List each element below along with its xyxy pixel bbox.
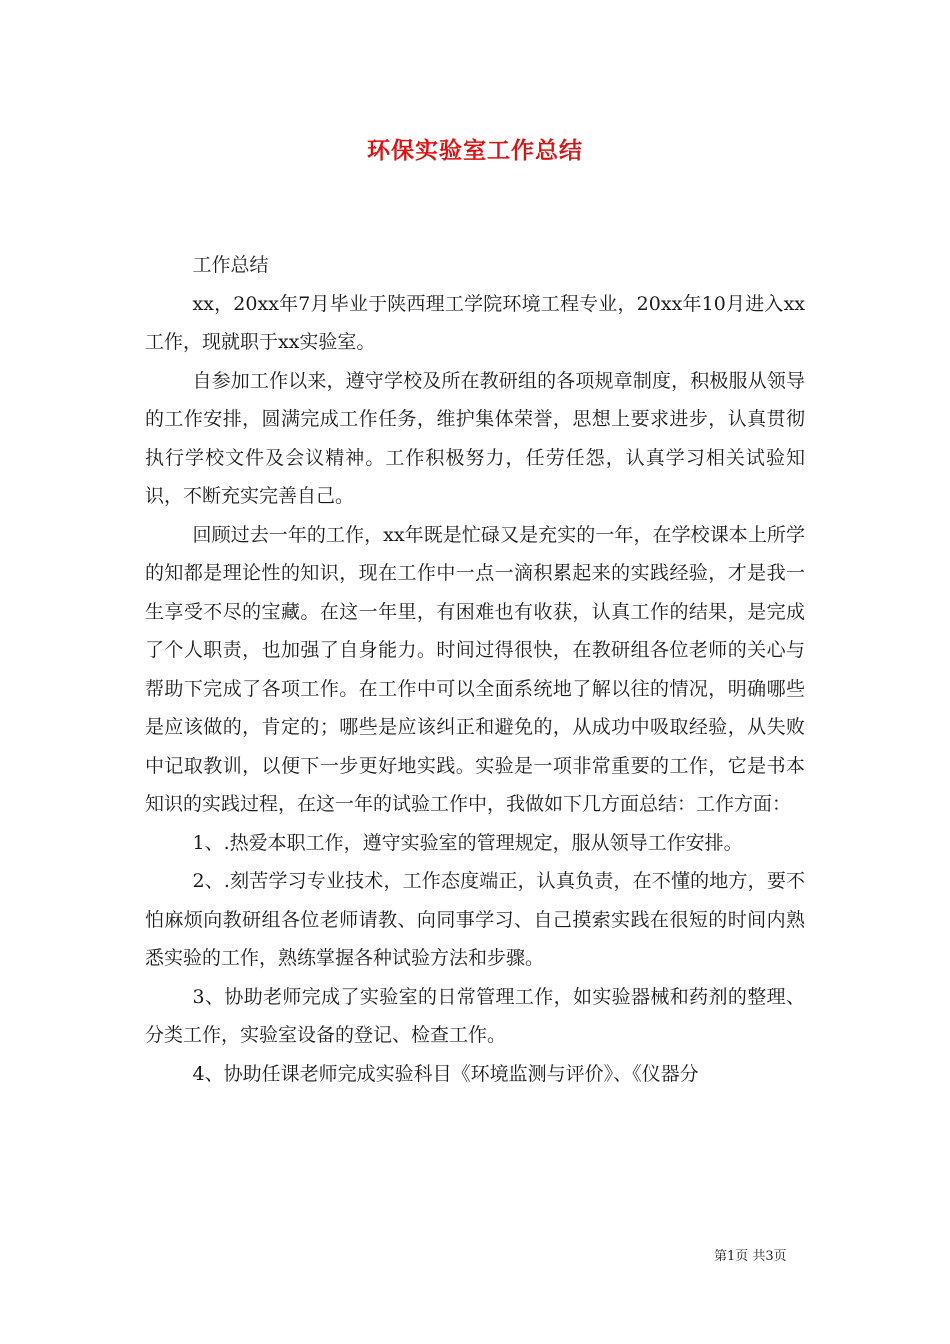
paragraph-attitude: 自参加工作以来，遵守学校及所在教研组的各项规章制度，积极服从领导的工作安排，圆满完成工作任务，维护集体荣誉，思想上要求进步，认真贯彻执行学校文件及会议精神。工作积极努力，任劳任怨，认真学习相关试验知识，不断充实完善自己。	[145, 369, 805, 507]
page-number-footer: 第1页 共3页	[714, 1249, 787, 1264]
document-body	[145, 246, 805, 1093]
paragraph-item-4: 4、协助任课老师完成实验科目《环境监测与评价》、《仪器分	[192, 1062, 699, 1085]
paragraph-item-3: 3、协助老师完成了实验室的日常管理工作，如实验器械和药剂的整理、分类工作，实验室设备的登记、检查工作。	[145, 985, 805, 1046]
paragraph-intro: xx，20xx年7月毕业于陕西理工学院环境工程专业，20xx年10月进入xx工作，现就职于xx实验室。	[145, 292, 805, 353]
paragraph-heading: 工作总结	[192, 254, 269, 276]
page-title: 环保实验室工作总结	[367, 137, 583, 164]
paragraph-item-2: 2、.刻苦学习专业技术，工作态度端正，认真负责，在不懂的地方，要不怕麻烦向教研组各位老师请教、向同事学习、自己摸索实践在很短的时间内熟悉实验的工作，熟练掌握各种试验方法和步骤。	[145, 870, 805, 969]
paragraph-review: 回顾过去一年的工作，xx年既是忙碌又是充实的一年，在学校课本上所学的知都是理论性的知识，现在工作中一点一滴积累起来的实践经验，才是我一生享受不尽的宝藏。在这一年里，有困难也有收获，认真工作的结果，是完成了个人职责，也加强了自身能力。时间过得很快，在教研组各位老师的关心与帮助下完成了各项工作。在工作中可以全面系统地了解以往的情况，明确哪些是应该做的，肯定的；哪些是应该纠正和避免的，从成功中吸取经验，从失败中记取教训，以便下一步更好地实践。实验是一项非常重要的工作，它是书本知识的实践过程，在这一年的试验工作中，我做如下几方面总结：工作方面：	[145, 523, 805, 815]
paragraph-item-1: 1、.热爱本职工作，遵守实验室的管理规定，服从领导工作安排。	[192, 831, 743, 854]
